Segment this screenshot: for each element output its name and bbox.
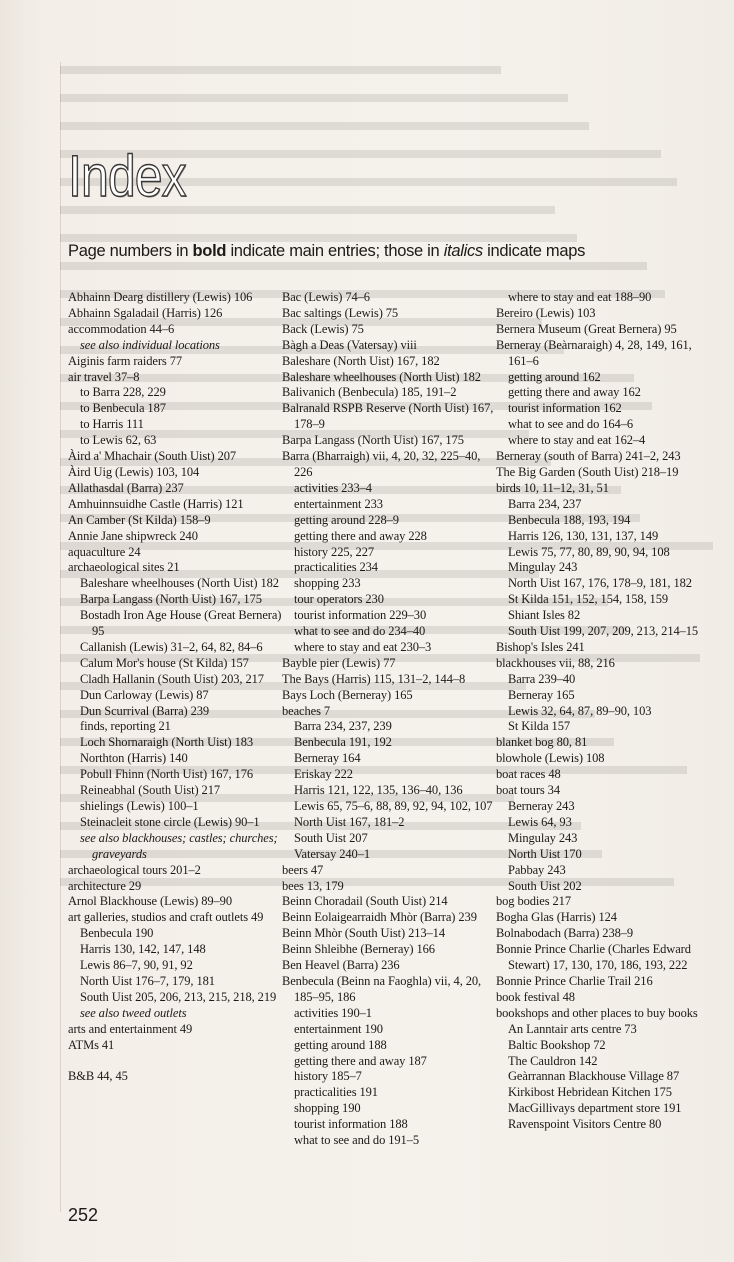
index-subentry: see also individual locations — [80, 337, 220, 352]
index-entry: Beinn Shleibhe (Berneray) 166 — [282, 942, 435, 957]
index-subentry: getting there and away 162 — [508, 385, 641, 400]
legend-lead: Page numbers in — [68, 242, 193, 260]
index-entry: Annie Jane shipwreck 240 — [68, 528, 198, 543]
index-entry: Allathasdal (Barra) 237 — [68, 480, 184, 495]
index-entry: Bishop's Isles 241 — [496, 639, 585, 654]
index-subentry: what to see and do 191–5 — [294, 1133, 420, 1148]
index-entry: Bac (Lewis) 74–6 — [282, 290, 370, 304]
index-entry: Beinn Mhòr (South Uist) 213–14 — [282, 926, 445, 941]
index-subentry: see also tweed outlets — [80, 1005, 187, 1020]
index-subentry: Benbecula 190 — [80, 926, 154, 941]
index-entry: boat tours 34 — [496, 783, 560, 798]
index-subentry: Bostadh Iron Age House (Great Bernera) 95 — [80, 608, 282, 639]
index-entry: The Big Garden (South Uist) 218–19 — [496, 464, 679, 479]
index-subentry: Lewis 64, 93 — [508, 814, 572, 829]
index-subentry: where to stay and eat 162–4 — [508, 433, 646, 448]
index-subentry: Harris 121, 122, 135, 136–40, 136 — [294, 783, 463, 798]
index-entry: Abhainn Dearg distillery (Lewis) 106 — [68, 290, 253, 304]
index-entry: Bereiro (Lewis) 103 — [496, 305, 596, 320]
index-subentry: where to stay and eat 230–3 — [294, 639, 432, 654]
index-entry: blanket bog 80, 81 — [496, 735, 588, 750]
index-subentry: South Uist 207 — [294, 830, 368, 845]
index-subentry: Lewis 86–7, 90, 91, 92 — [80, 958, 193, 973]
index-subentry: St Kilda 151, 152, 154, 158, 159 — [508, 592, 668, 607]
index-subentry: South Uist 202 — [508, 878, 582, 893]
index-entry: blackhouses vii, 88, 216 — [496, 655, 615, 670]
index-entry: bog bodies 217 — [496, 894, 571, 909]
index-subentry: entertainment 233 — [294, 496, 383, 511]
index-subentry: Baleshare wheelhouses (North Uist) 182 — [80, 576, 279, 591]
index-subentry: tourist information 188 — [294, 1117, 408, 1132]
index-entry: Baleshare wheelhouses (North Uist) 182 — [282, 369, 481, 384]
index-entry: beaches 7 — [282, 703, 331, 718]
index-subentry: getting around 228–9 — [294, 512, 399, 527]
index-entry: ATMs 41 — [68, 1037, 115, 1052]
index-subentry: getting there and away 187 — [294, 1053, 427, 1068]
index-entry: The Bays (Harris) 115, 131–2, 144–8 — [282, 671, 466, 686]
index-entry: birds 10, 11–12, 31, 51 — [496, 480, 609, 495]
index-entry: air travel 37–8 — [68, 369, 140, 384]
index-subentry: Berneray 165 — [508, 687, 575, 702]
index-entry: Bolnabodach (Barra) 238–9 — [496, 926, 634, 941]
index-subentry: South Uist 205, 206, 213, 215, 218, 219 — [80, 989, 277, 1004]
index-entry: Ben Heavel (Barra) 236 — [282, 958, 400, 973]
index-subentry: what to see and do 234–40 — [294, 624, 426, 639]
index-subentry: tourist information 229–30 — [294, 608, 427, 623]
index-entry: B&B 44, 45 — [68, 1069, 128, 1084]
index-entry: Baleshare (North Uist) 167, 182 — [282, 353, 440, 368]
index-entry: Abhainn Sgaladail (Harris) 126 — [68, 305, 223, 320]
index-subentry: Northton (Harris) 140 — [80, 751, 188, 766]
index-subentry: Barra 234, 237, 239 — [294, 719, 392, 734]
index-entry: Balranald RSPB Reserve (North Uist) 167, 178–9 — [282, 401, 494, 432]
index-entry: bees 13, 179 — [282, 878, 344, 893]
index-subentry: Vatersay 240–1 — [294, 846, 371, 861]
index-entry: An Camber (St Kilda) 158–9 — [68, 512, 211, 527]
index-entry: Barpa Langass (North Uist) 167, 175 — [282, 433, 464, 448]
index-subentry: Benbecula 188, 193, 194 — [508, 512, 631, 527]
page-title: Index — [68, 144, 186, 209]
index-legend — [68, 242, 708, 261]
index-subentry: North Uist 167, 181–2 — [294, 814, 405, 829]
index-entry: Berneray (south of Barra) 241–2, 243 — [496, 449, 681, 464]
index-subentry: getting there and away 228 — [294, 528, 427, 543]
index-subentry: St Kilda 157 — [508, 719, 570, 734]
index-entry: Bayble pier (Lewis) 77 — [282, 655, 396, 670]
index-subentry: MacGillivays department store 191 — [508, 1101, 682, 1116]
index-subentry: shopping 233 — [294, 576, 361, 591]
index-subentry: Geàrrannan Blackhouse Village 87 — [508, 1069, 680, 1084]
index-entry: Bonnie Prince Charlie Trail 216 — [496, 973, 653, 988]
index-subentry: shopping 190 — [294, 1101, 361, 1116]
index-subentry: Berneray 243 — [508, 799, 575, 813]
index-subentry: Callanish (Lewis) 31–2, 64, 82, 84–6 — [80, 639, 263, 654]
index-subentry: Pobull Fhinn (North Uist) 167, 176 — [80, 767, 253, 782]
index-subentry: history 185–7 — [294, 1069, 362, 1084]
index-entry: Bonnie Prince Charlie (Charles Edward Stewart) 17, 130, 170, 186, 193, 222 — [496, 942, 691, 973]
index-entry: Barra (Bharraigh) vii, 4, 20, 32, 225–40, 226 — [282, 449, 481, 479]
index-subentry: to Benbecula 187 — [80, 401, 166, 416]
index-subentry: getting around 188 — [294, 1037, 387, 1052]
index-entry: Aiginis farm raiders 77 — [68, 353, 182, 368]
index-subentry: North Uist 176–7, 179, 181 — [80, 973, 215, 988]
index-entry: beers 47 — [282, 862, 324, 877]
index-entry: Arnol Blackhouse (Lewis) 89–90 — [68, 894, 232, 909]
index-subentry: tour operators 230 — [294, 592, 384, 607]
index-column-middle — [282, 290, 497, 1149]
index-subentry: Reineabhal (South Uist) 217 — [80, 783, 220, 798]
index-subentry: practicalities 234 — [294, 560, 378, 575]
index-subentry: Shiant Isles 82 — [508, 608, 581, 623]
index-entry: Àird a' Mhachair (South Uist) 207 — [68, 449, 237, 464]
index-subentry: Calum Mor's house (St Kilda) 157 — [80, 655, 249, 670]
index-subentry: to Harris 111 — [80, 417, 144, 432]
index-entry: accommodation 44–6 — [68, 321, 175, 336]
index-subentry: activities 190–1 — [294, 1005, 372, 1020]
index-subentry: Pabbay 243 — [508, 862, 566, 877]
index-entry: Benbecula (Beinn na Faoghla) vii, 4, 20, 185–95, 186 — [282, 973, 482, 1004]
index-subentry: North Uist 167, 176, 178–9, 181, 182 — [508, 576, 692, 591]
index-subentry: getting around 162 — [508, 369, 601, 384]
index-subentry: tourist information 162 — [508, 401, 622, 416]
index-entry: architecture 29 — [68, 878, 142, 893]
index-subentry: Berneray 164 — [294, 751, 361, 766]
index-subentry: The Cauldron 142 — [508, 1053, 598, 1068]
index-entry: arts and entertainment 49 — [68, 1021, 193, 1036]
legend-italic-word: italics — [443, 242, 483, 260]
index-subentry: to Barra 228, 229 — [80, 385, 166, 400]
index-subentry: An Lanntair arts centre 73 — [508, 1021, 637, 1036]
index-subentry: Benbecula 191, 192 — [294, 735, 392, 750]
legend-tail: indicate maps — [482, 242, 586, 260]
index-entry: bookshops and other places to buy books — [496, 1005, 698, 1020]
index-entry: Beinn Choradail (South Uist) 214 — [282, 894, 448, 909]
index-subentry: North Uist 170 — [508, 846, 582, 861]
index-entry: art galleries, studios and craft outlets 49 — [68, 910, 264, 925]
index-subentry: see also blackhouses; castles; churches; graveyards — [80, 830, 278, 861]
index-subentry: Loch Shornaraigh (North Uist) 183 — [80, 735, 254, 750]
index-subentry: practicalities 191 — [294, 1085, 378, 1100]
index-entry: Bernera Museum (Great Bernera) 95 — [496, 321, 677, 336]
index-entry: Back (Lewis) 75 — [282, 321, 364, 336]
index-subentry: activities 233–4 — [294, 480, 372, 495]
index-entry: archaeological tours 201–2 — [68, 862, 201, 877]
index-entry: blowhole (Lewis) 108 — [496, 751, 605, 766]
page-number: 252 — [68, 1205, 99, 1225]
index-subentry: Dun Scurrival (Barra) 239 — [80, 703, 210, 718]
index-subentry: Lewis 75, 77, 80, 89, 90, 94, 108 — [508, 544, 670, 559]
index-subentry: history 225, 227 — [294, 544, 374, 559]
index-entry: Àird Uig (Lewis) 103, 104 — [68, 464, 200, 479]
index-subentry: to Lewis 62, 63 — [80, 433, 157, 448]
legend-bold-word: bold — [192, 242, 227, 260]
index-column-right — [496, 290, 718, 1133]
index-subentry: Barra 239–40 — [508, 671, 576, 686]
index-subentry: Kirkibost Hebridean Kitchen 175 — [508, 1085, 672, 1100]
index-subentry: Lewis 32, 64, 87, 89–90, 103 — [508, 703, 652, 718]
index-subentry: Ravenspoint Visitors Centre 80 — [508, 1117, 662, 1132]
index-column-left — [68, 290, 283, 1085]
index-entry: Beinn Eolaigearraidh Mhòr (Barra) 239 — [282, 910, 477, 925]
index-entry: Bàgh a Deas (Vatersay) viii — [282, 337, 417, 352]
index-subentry: Barra 234, 237 — [508, 496, 582, 511]
index-subentry: Cladh Hallanin (South Uist) 203, 217 — [80, 671, 264, 686]
index-subentry: Barpa Langass (North Uist) 167, 175 — [80, 592, 262, 607]
index-subentry: where to stay and eat 188–90 — [508, 290, 652, 304]
index-entry: Berneray (Beàrnaraigh) 4, 28, 149, 161, 161–6 — [496, 337, 692, 368]
index-subentry: Steinacleit stone circle (Lewis) 90–1 — [80, 814, 260, 829]
index-entry: boat races 48 — [496, 767, 561, 782]
index-entry: Bac saltings (Lewis) 75 — [282, 305, 399, 320]
index-subentry: entertainment 190 — [294, 1021, 383, 1036]
index-entry: aquaculture 24 — [68, 544, 141, 559]
index-subentry: Lewis 65, 75–6, 88, 89, 92, 94, 102, 107 — [294, 799, 493, 813]
index-subentry: shielings (Lewis) 100–1 — [80, 799, 199, 813]
index-subentry: Harris 126, 130, 131, 137, 149 — [508, 528, 659, 543]
index-entry: Bogha Glas (Harris) 124 — [496, 910, 617, 925]
index-entry: Bays Loch (Berneray) 165 — [282, 687, 413, 702]
index-subentry: finds, reporting 21 — [80, 719, 171, 734]
index-entry: archaeological sites 21 — [68, 560, 180, 575]
index-entry: Amhuinnsuidhe Castle (Harris) 121 — [68, 496, 244, 511]
index-subentry: Mingulay 243 — [508, 830, 578, 845]
index-subentry: Dun Carloway (Lewis) 87 — [80, 687, 209, 702]
index-subentry: Eriskay 222 — [294, 767, 353, 782]
index-subentry: Mingulay 243 — [508, 560, 578, 575]
index-subentry: Baltic Bookshop 72 — [508, 1037, 606, 1052]
index-subentry: what to see and do 164–6 — [508, 417, 634, 432]
index-subentry: South Uist 199, 207, 209, 213, 214–15 — [508, 624, 699, 639]
index-subentry: Harris 130, 142, 147, 148 — [80, 942, 206, 957]
index-entry: Balivanich (Benbecula) 185, 191–2 — [282, 385, 457, 400]
legend-mid: indicate main entries; those in — [226, 242, 444, 260]
index-entry: book festival 48 — [496, 989, 575, 1004]
